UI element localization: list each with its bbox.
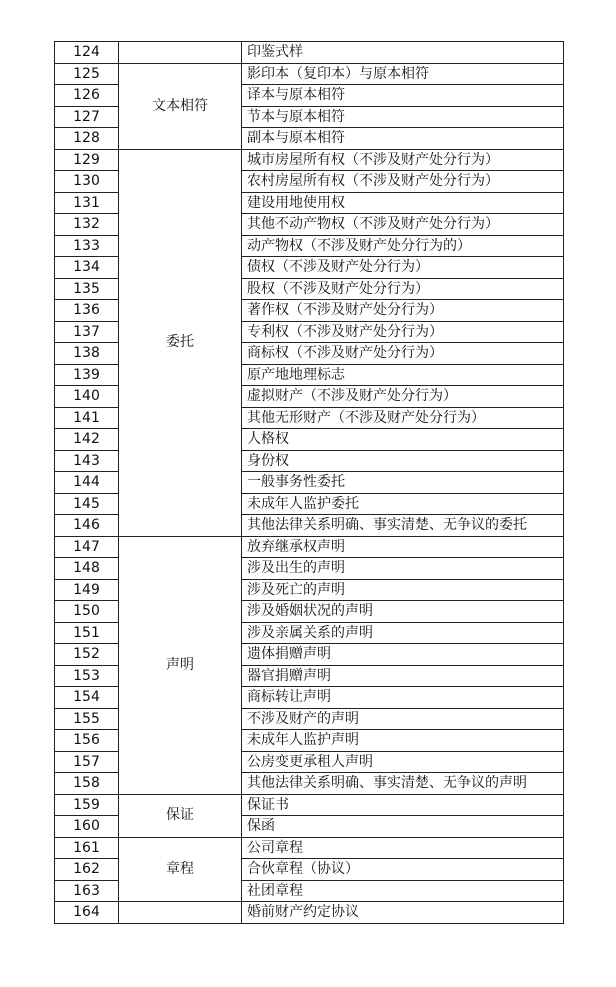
category-cell <box>119 42 242 64</box>
item-name: 股权（不涉及财产处分行为） <box>242 278 564 300</box>
row-number: 144 <box>55 472 119 494</box>
row-number: 141 <box>55 407 119 429</box>
row-number: 129 <box>55 149 119 171</box>
table-row <box>55 837 564 859</box>
row-number: 127 <box>55 106 119 128</box>
row-number: 159 <box>55 794 119 816</box>
row-number: 147 <box>55 536 119 558</box>
item-name: 放弃继承权声明 <box>242 536 564 558</box>
item-name: 涉及死亡的声明 <box>242 579 564 601</box>
category-cell: 委托 <box>119 149 242 536</box>
table-row <box>55 63 564 85</box>
item-name: 节本与原本相符 <box>242 106 564 128</box>
row-number: 142 <box>55 429 119 451</box>
item-name: 建设用地使用权 <box>242 192 564 214</box>
category-cell: 保证 <box>119 794 242 837</box>
row-number: 143 <box>55 450 119 472</box>
item-name: 涉及出生的声明 <box>242 558 564 580</box>
row-number: 150 <box>55 601 119 623</box>
row-number: 134 <box>55 257 119 279</box>
table-row <box>55 902 564 924</box>
row-number: 149 <box>55 579 119 601</box>
item-name: 不涉及财产的声明 <box>242 708 564 730</box>
row-number: 163 <box>55 880 119 902</box>
item-name: 未成年人监护委托 <box>242 493 564 515</box>
category-cell: 文本相符 <box>119 63 242 149</box>
row-number: 145 <box>55 493 119 515</box>
row-number: 152 <box>55 644 119 666</box>
row-number: 153 <box>55 665 119 687</box>
table-row <box>55 149 564 171</box>
row-number: 128 <box>55 128 119 150</box>
row-number: 139 <box>55 364 119 386</box>
item-name: 公房变更承租人声明 <box>242 751 564 773</box>
item-name: 虚拟财产（不涉及财产处分行为） <box>242 386 564 408</box>
item-name: 保函 <box>242 816 564 838</box>
item-name: 商标转让声明 <box>242 687 564 709</box>
item-name: 器官捐赠声明 <box>242 665 564 687</box>
item-name: 动产物权（不涉及财产处分行为的） <box>242 235 564 257</box>
row-number: 151 <box>55 622 119 644</box>
category-cell <box>119 902 242 924</box>
item-name: 商标权（不涉及财产处分行为） <box>242 343 564 365</box>
table-row <box>55 42 564 64</box>
row-number: 161 <box>55 837 119 859</box>
category-cell: 声明 <box>119 536 242 794</box>
item-name: 保证书 <box>242 794 564 816</box>
row-number: 162 <box>55 859 119 881</box>
row-number: 137 <box>55 321 119 343</box>
row-number: 164 <box>55 902 119 924</box>
row-number: 126 <box>55 85 119 107</box>
row-number: 148 <box>55 558 119 580</box>
item-name: 副本与原本相符 <box>242 128 564 150</box>
notary-items-table <box>54 41 564 924</box>
row-number: 130 <box>55 171 119 193</box>
item-name: 其他不动产物权（不涉及财产处分行为） <box>242 214 564 236</box>
item-name: 其他法律关系明确、事实清楚、无争议的委托 <box>242 515 564 537</box>
category-cell: 章程 <box>119 837 242 902</box>
row-number: 140 <box>55 386 119 408</box>
item-name: 债权（不涉及财产处分行为） <box>242 257 564 279</box>
item-name: 未成年人监护声明 <box>242 730 564 752</box>
row-number: 154 <box>55 687 119 709</box>
item-name: 原产地地理标志 <box>242 364 564 386</box>
row-number: 133 <box>55 235 119 257</box>
table-row <box>55 536 564 558</box>
row-number: 158 <box>55 773 119 795</box>
row-number: 157 <box>55 751 119 773</box>
table-body <box>55 42 564 924</box>
item-name: 合伙章程（协议） <box>242 859 564 881</box>
item-name: 婚前财产约定协议 <box>242 902 564 924</box>
row-number: 132 <box>55 214 119 236</box>
table-row <box>55 794 564 816</box>
item-name: 涉及婚姻状况的声明 <box>242 601 564 623</box>
item-name: 著作权（不涉及财产处分行为） <box>242 300 564 322</box>
item-name: 城市房屋所有权（不涉及财产处分行为） <box>242 149 564 171</box>
item-name: 社团章程 <box>242 880 564 902</box>
item-name: 一般事务性委托 <box>242 472 564 494</box>
row-number: 160 <box>55 816 119 838</box>
item-name: 遗体捐赠声明 <box>242 644 564 666</box>
row-number: 136 <box>55 300 119 322</box>
row-number: 138 <box>55 343 119 365</box>
item-name: 涉及亲属关系的声明 <box>242 622 564 644</box>
item-name: 公司章程 <box>242 837 564 859</box>
item-name: 其他无形财产（不涉及财产处分行为） <box>242 407 564 429</box>
row-number: 135 <box>55 278 119 300</box>
item-name: 影印本（复印本）与原本相符 <box>242 63 564 85</box>
item-name: 专利权（不涉及财产处分行为） <box>242 321 564 343</box>
item-name: 译本与原本相符 <box>242 85 564 107</box>
item-name: 印鉴式样 <box>242 42 564 64</box>
row-number: 124 <box>55 42 119 64</box>
item-name: 身份权 <box>242 450 564 472</box>
item-name: 人格权 <box>242 429 564 451</box>
row-number: 156 <box>55 730 119 752</box>
item-name: 其他法律关系明确、事实清楚、无争议的声明 <box>242 773 564 795</box>
row-number: 155 <box>55 708 119 730</box>
row-number: 146 <box>55 515 119 537</box>
item-name: 农村房屋所有权（不涉及财产处分行为） <box>242 171 564 193</box>
row-number: 131 <box>55 192 119 214</box>
row-number: 125 <box>55 63 119 85</box>
